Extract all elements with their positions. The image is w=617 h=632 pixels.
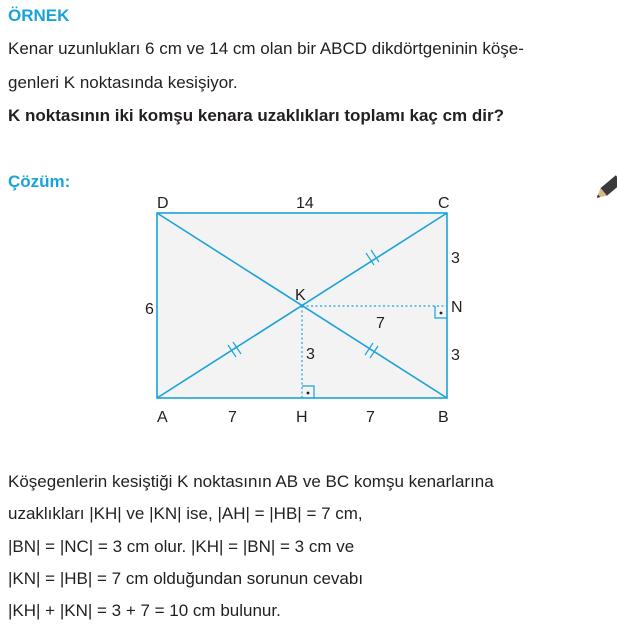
label-c: C — [438, 195, 450, 212]
label-h: H — [296, 409, 308, 426]
question-line-3: K noktasının iki komşu kenara uzaklıkları toplamı kaç cm dir? — [8, 106, 505, 125]
example-heading: ÖRNEK — [8, 6, 70, 25]
solution-line-4: |KN| = |HB| = 7 cm olduğundan sorunun cevabı — [8, 569, 364, 588]
right-angle-dot-n — [440, 312, 443, 315]
question-line-1: Kenar uzunlukları 6 cm ve 14 cm olan bir ABCD dikdörtgeninin köşe- — [8, 39, 524, 58]
question-line-2: genleri K noktasında kesişiyor. — [8, 73, 238, 92]
solution-heading: Çözüm: — [8, 172, 71, 191]
right-angle-dot-h — [307, 392, 310, 395]
label-hb: 7 — [366, 409, 375, 426]
solution-line-5: |KH| + |KN| = 3 + 7 = 10 cm bulunur. — [8, 601, 281, 620]
label-a: A — [157, 409, 168, 426]
label-ah: 7 — [228, 409, 237, 426]
solution-line-3: |BN| = |NC| = 3 cm olur. |KH| = |BN| = 3 cm ve — [8, 537, 355, 556]
label-left-side: 6 — [145, 301, 154, 318]
solution-line-2: uzaklıkları |KH| ve |KN| ise, |AH| = |HB| = 7 cm, — [8, 504, 363, 523]
label-kn: 7 — [376, 315, 385, 332]
label-n: N — [451, 299, 463, 316]
solution-line-1: Köşegenlerin kesiştiği K noktasının AB ve BC komşu kenarlarına — [8, 472, 494, 491]
label-nb: 3 — [451, 347, 460, 364]
label-cn: 3 — [451, 250, 460, 267]
label-b: B — [438, 409, 449, 426]
label-kh: 3 — [306, 346, 315, 363]
label-top-side: 14 — [296, 195, 314, 212]
label-d: D — [157, 195, 169, 212]
pencil-icon — [594, 175, 617, 201]
label-k: K — [295, 287, 306, 304]
